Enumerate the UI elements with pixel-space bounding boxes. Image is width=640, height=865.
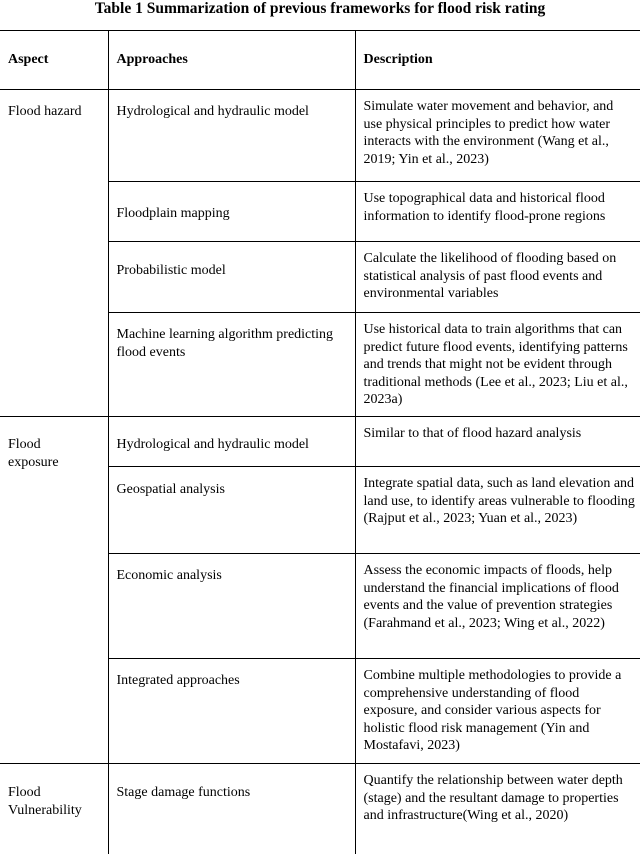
description-cell: Integrate spatial data, such as land elevation and land use, to identify areas vulnerable to flooding (Rajput et al., 2023; Yuan et al., 2023) [355,467,640,554]
approach-cell: Stage damage functions [108,764,355,854]
header-aspect: Aspect [0,31,108,90]
table-row [0,417,640,467]
description-cell: Use historical data to train algorithms that can predict future flood events, identifying patterns and trends that might not be evident through traditional methods (Lee et al., 2023; Liu et al., 2023a) [355,313,640,417]
header-row [0,31,640,90]
approach-cell: Geospatial analysis [108,467,355,554]
description-cell: Use topographical data and historical flood information to identify flood-prone regions [355,182,640,242]
aspect-flood-vulnerability: Flood Vulnerability [8,785,82,818]
approach-cell: Hydrological and hydraulic model [108,90,355,182]
approach-cell: Probabilistic model [108,242,355,313]
table-row [0,90,640,182]
approach-cell: Hydrological and hydraulic model [108,417,355,467]
approach-cell: Machine learning algorithm predicting flood events [108,313,355,417]
table-row [0,764,640,854]
table-title: Table 1 Summarization of previous frameworks for flood risk rating [94,0,546,17]
table-container [0,30,640,854]
description-cell: Assess the economic impacts of floods, help understand the financial implications of flood events and the value of prevention strategies (Farahmand et al., 2023; Wing et al., 2022) [355,554,640,659]
aspect-flood-exposure: Flood exposure [0,417,108,764]
summary-table [0,30,640,854]
description-cell: Quantify the relationship between water depth (stage) and the resultant damage to properties and infrastructure(Wing et al., 2020) [355,764,640,854]
description-cell: Combine multiple methodologies to provide a comprehensive understanding of flood exposure, and consider various aspects for holistic flood risk management (Yin and Mostafavi, 2023) [355,659,640,764]
header-approaches: Approaches [108,31,355,90]
aspect-flood-hazard: Flood hazard [0,90,108,417]
approach-cell: Integrated approaches [108,659,355,764]
header-description: Description [355,31,640,90]
approach-cell: Economic analysis [108,554,355,659]
description-cell: Simulate water movement and behavior, and use physical principles to predict how water interacts with the environment (Wang et al., 2019; Yin et al., 2023) [355,90,640,182]
description-cell: Calculate the likelihood of flooding based on statistical analysis of past flood events and environmental variables [355,242,640,313]
description-cell: Similar to that of flood hazard analysis [355,417,640,467]
approach-cell: Floodplain mapping [108,182,355,242]
